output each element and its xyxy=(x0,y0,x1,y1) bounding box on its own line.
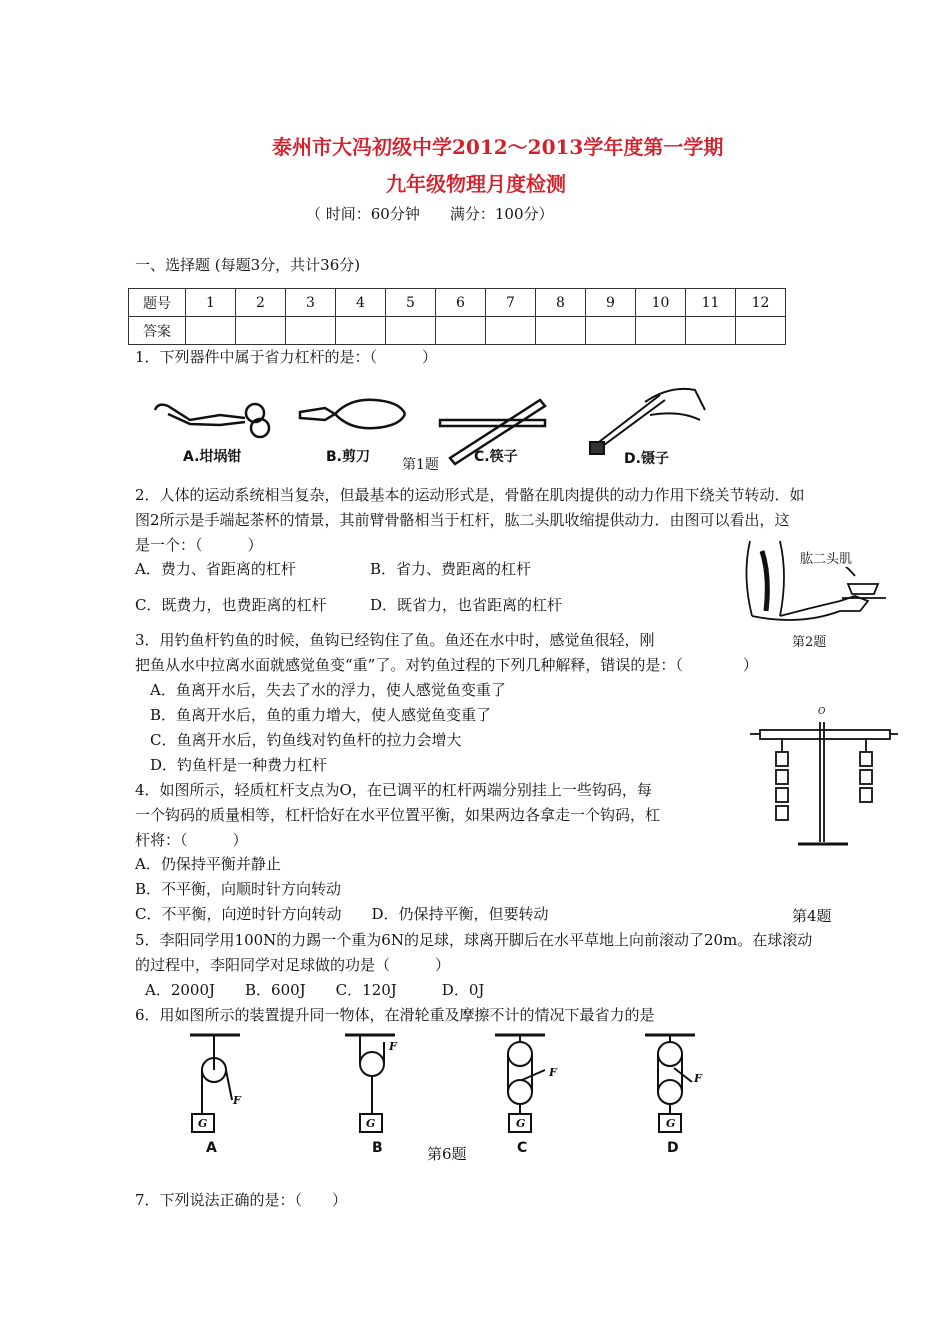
q5-options: A．2000J B．600J C．120J D．0J xyxy=(145,981,485,999)
table-row xyxy=(129,317,786,345)
question-number-cell: 9 xyxy=(586,289,636,317)
question-4-line2: 一个钩码的质量相等，杠杆恰好在水平位置平衡，如果两边各拿走一个钩码，杠 xyxy=(135,806,661,824)
answer-cell[interactable] xyxy=(486,317,536,345)
table-row xyxy=(129,289,786,317)
question-3-line2: 把鱼从水中拉离水面就感觉鱼变“重”了。对钓鱼过程的下列几种解释，错误的是：（ ） xyxy=(135,656,758,674)
row-label-number: 题号 xyxy=(129,289,186,317)
answer-table xyxy=(128,288,786,345)
q1-label-b: B.剪刀 xyxy=(326,449,370,465)
question-3-line1: 3．用钓鱼杆钓鱼的时候，鱼钩已经钩住了鱼。鱼还在水中时，感觉鱼很轻，刚 xyxy=(135,631,655,649)
question-2-line3: 是一个：（ ） xyxy=(135,536,263,554)
q3-option-d: D．钓鱼杆是一种费力杠杆 xyxy=(150,756,328,774)
question-number-cell: 2 xyxy=(236,289,286,317)
q6-weight-b: G xyxy=(366,1117,376,1130)
question-2-line1: 2．人体的运动系统相当复杂，但最基本的运动形式是，骨骼在肌肉提供的动力作用下绕关节转动．如 xyxy=(135,486,805,504)
q6-force-b: F xyxy=(389,1040,397,1053)
q2-option-c: C．既费力，也费距离的杠杆 xyxy=(135,596,327,614)
question-2-line2: 图2所示是手端起茶杯的情景，其前臂骨骼相当于杠杆，肱二头肌收缩提供动力．由图可以看出，这 xyxy=(135,511,790,529)
q1-label-c: C.筷子 xyxy=(474,449,518,465)
q4-option-a: A．仍保持平衡并静止 xyxy=(135,855,281,873)
q6-force-a: F xyxy=(233,1094,241,1107)
q6-weight-c: G xyxy=(516,1117,526,1130)
q6-label-c: C xyxy=(517,1140,528,1156)
q6-weight-d: G xyxy=(666,1117,676,1130)
question-number-cell: 6 xyxy=(436,289,486,317)
q2-option-d: D．既省力，也省距离的杠杆 xyxy=(370,596,563,614)
q1-caption: 第1题 xyxy=(402,457,439,473)
crucible-tongs-drawing xyxy=(155,404,269,437)
q1-label-d: D.镊子 xyxy=(624,451,669,467)
exam-meta: （ 时间：60分钟 满分：100分） xyxy=(306,205,554,223)
q4-option-b: B．不平衡，向顺时针方向转动 xyxy=(135,880,342,898)
question-7: 7．下列说法正确的是：（ ） xyxy=(135,1191,348,1209)
q6-caption: 第6题 xyxy=(427,1145,467,1163)
tweezers-drawing xyxy=(590,389,705,454)
q3-option-c: C．鱼离开水后，钓鱼线对钓鱼杆的拉力会增大 xyxy=(150,731,462,749)
question-4-line3: 杆将：（ ） xyxy=(135,831,248,849)
question-number-cell: 4 xyxy=(336,289,386,317)
q4-lever-figure xyxy=(748,712,898,857)
answer-cell[interactable] xyxy=(636,317,686,345)
question-1: 1．下列器件中属于省力杠杆的是：（ ） xyxy=(135,348,438,366)
question-number-cell: 12 xyxy=(736,289,786,317)
q2-option-b: B．省力、费距离的杠杆 xyxy=(370,560,532,578)
question-number-cell: 1 xyxy=(186,289,236,317)
exam-subtitle: 九年级物理月度检测 xyxy=(386,172,566,196)
answer-cell[interactable] xyxy=(586,317,636,345)
row-label-answer: 答案 xyxy=(129,317,186,345)
answer-cell[interactable] xyxy=(286,317,336,345)
exam-title: 泰州市大冯初级中学2012～2013学年度第一学期 xyxy=(272,135,724,159)
q3-option-a: A．鱼离开水后，失去了水的浮力，使人感觉鱼变重了 xyxy=(150,681,506,699)
answer-cell[interactable] xyxy=(386,317,436,345)
question-4-line1: 4．如图所示，轻质杠杆支点为O，在已调平的杠杆两端分别挂上一些钩码，每 xyxy=(135,781,652,799)
question-number-cell: 5 xyxy=(386,289,436,317)
answer-cell[interactable] xyxy=(236,317,286,345)
q4-option-c-d: C．不平衡，向逆时针方向转动 D．仍保持平衡，但要转动 xyxy=(135,905,549,923)
q4-pivot-label: O xyxy=(818,707,826,717)
q2-figure-label: 肱二头肌 xyxy=(800,548,852,567)
answer-cell[interactable] xyxy=(536,317,586,345)
q6-weight-a: G xyxy=(198,1117,208,1130)
question-6: 6．用如图所示的装置提升同一物体，在滑轮重及摩擦不计的情况下最省力的是 xyxy=(135,1006,655,1024)
section-heading: 一、选择题 (每题3分，共计36分) xyxy=(135,256,361,274)
q6-force-c: F xyxy=(549,1066,557,1079)
q1-label-a: A.坩埚钳 xyxy=(183,449,242,465)
answer-cell[interactable] xyxy=(436,317,486,345)
question-5-line2: 的过程中，李阳同学对足球做的功是（ ） xyxy=(135,956,451,974)
question-number-cell: 8 xyxy=(536,289,586,317)
q6-label-a: A xyxy=(206,1140,217,1156)
q4-caption: 第4题 xyxy=(792,907,832,925)
answer-cell[interactable] xyxy=(686,317,736,345)
question-5-line1: 5．李阳同学用100N的力踢一个重为6N的足球，球离开脚后在水平草地上向前滚动了20m。在球滚动 xyxy=(135,931,813,949)
q6-label-d: D xyxy=(667,1140,679,1156)
q6-force-d: F xyxy=(694,1072,702,1085)
q2-caption: 第2题 xyxy=(792,635,827,650)
q6-label-b: B xyxy=(372,1140,383,1156)
q2-option-a: A．费力、省距离的杠杆 xyxy=(135,560,296,578)
question-number-cell: 3 xyxy=(286,289,336,317)
question-number-cell: 10 xyxy=(636,289,686,317)
answer-cell[interactable] xyxy=(736,317,786,345)
q3-option-b: B．鱼离开水后，鱼的重力增大，使人感觉鱼变重了 xyxy=(150,706,492,724)
answer-cell[interactable] xyxy=(186,317,236,345)
question-number-cell: 7 xyxy=(486,289,536,317)
answer-cell[interactable] xyxy=(336,317,386,345)
scissors-drawing xyxy=(300,400,405,428)
question-number-cell: 11 xyxy=(686,289,736,317)
q6-pulley-figure xyxy=(180,1030,720,1140)
